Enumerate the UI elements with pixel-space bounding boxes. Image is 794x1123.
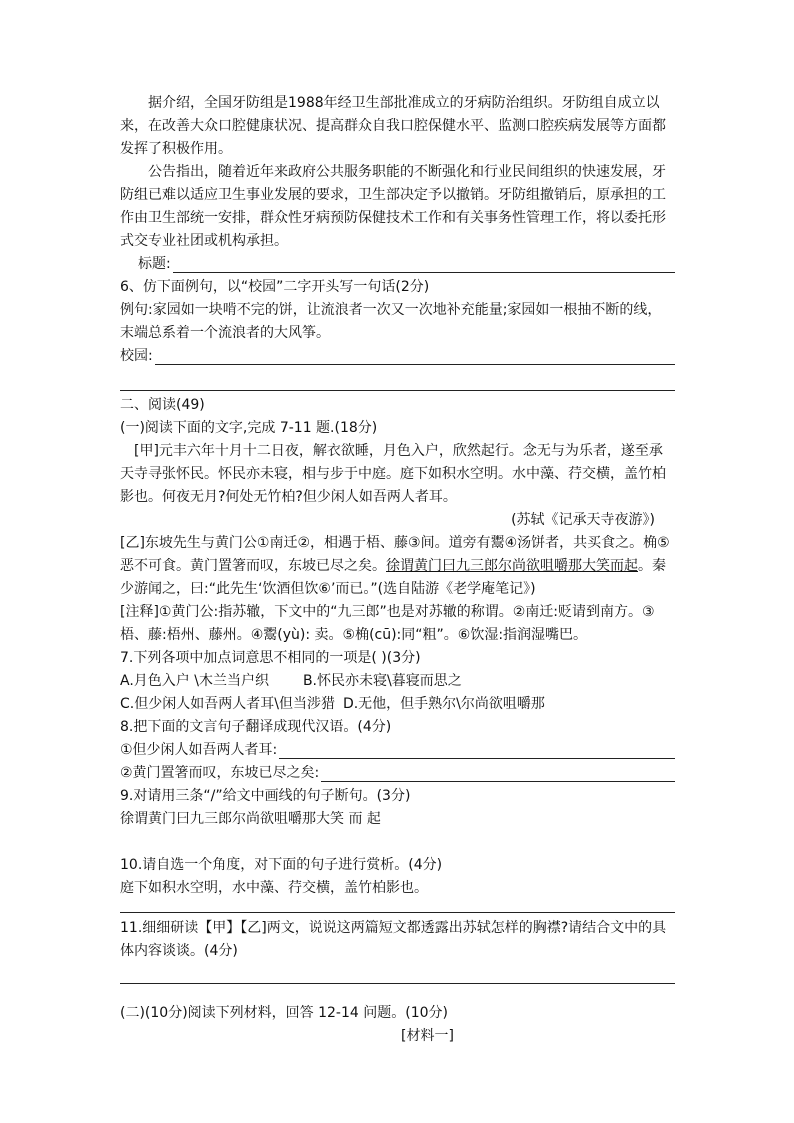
passage-jia-source: (苏轼《记承天寺夜游》): [511, 512, 655, 528]
title-answer-row: [120, 253, 675, 276]
q8-sentence-2: ②黄门置箸而叹，东坡已尽之矣:: [120, 765, 320, 781]
q11-question: 11.细细研读【甲】【乙]两文，说说这两篇短文都透露出苏轼怎样的胸襟?请结合文中的具体内容谈谈。(4分): [120, 920, 667, 959]
q7-option-c: C.但少闲人如吾两人者耳\但当涉猎: [120, 696, 335, 712]
q8-row-1: [120, 739, 675, 762]
q6-answer-row: [120, 345, 675, 368]
q9-sentence: 徐谓黄门曰九三郎尔尚欲咀嚼那大笑 而 起: [120, 811, 381, 827]
title-answer-line[interactable]: [173, 254, 675, 273]
intro-paragraph-2: 公告指出，随着近年来政府公共服务职能的不断强化和行业民间组织的快速发展，牙防组已难以适应卫生事业发展的要求，卫生部决定予以撤销。牙防组撤销后，原承担的工作由卫生部统一安排，群众性牙病预防保健技术工作和有关事务性管理工作，将以委托形式交专业社团或机构承担。: [120, 164, 666, 249]
annotations: [注释]①黄门公:指苏辙，下文中的“九三郎”也是对苏辙的称谓。②南迁:贬请到南方。③梧、藤:梧州、藤州。④鬻(yù): 卖。⑤桷(cū):同“粗”。⑥饮湿:指润湿嘴巴。: [120, 604, 655, 643]
title-label: 标题:: [138, 256, 171, 272]
document-page: [120, 92, 675, 1048]
q9-question: 9.对请用三条“/”给文中画线的句子断句。(3分): [120, 788, 411, 804]
passage-yi-text-1: [乙]东坡先生与黄门公①南迁②，相遇于梧、藤③间。道旁有鬻④汤饼者，共买食之。桷⑤恶不可食。黄门置箸而叹，东坡已尽之矣。: [120, 535, 670, 574]
part2-intro: (二)(10分)阅读下列材料，回答 12-14 问题。(10分): [120, 1005, 448, 1021]
part1-intro: (一)阅读下面的文字,完成 7-11 题.(18分): [120, 420, 378, 436]
q8-answer-line-1[interactable]: [279, 740, 675, 759]
passage-yi-text-2: 。秦少游闻之，曰:“此先生‘饮酒但饮⑥’而已。”(选自陆游《老学庵笔记》): [120, 558, 666, 597]
q8-question: 8.把下面的文言句子翻译成现代汉语。(4分): [120, 719, 392, 735]
q8-row-2: [120, 762, 675, 785]
passage-yi: [120, 532, 675, 601]
q7-options-ab: [120, 670, 675, 693]
section2-heading: 二、阅读(49): [120, 397, 205, 413]
q7-option-b: B.怀民亦未寝\暮寝而思之: [302, 673, 462, 689]
q6-question: 6、仿下面例句，以“校园”二字开头写一句话(2分): [120, 279, 430, 295]
q7-option-a: A.月色入户 \木兰当户织: [120, 673, 269, 689]
q10-question: 10.请自选一个角度，对下面的句子进行赏析。(4分): [120, 857, 443, 873]
q11-answer-line[interactable]: [120, 963, 675, 984]
q7-options-cd: [120, 693, 675, 716]
q6-answer-line-1[interactable]: [155, 346, 675, 365]
passage-jia: [甲]元丰六年十月十二日夜，解衣欲睡，月色入户，欣然起行。念无与为乐者，遂至承天寺寻张怀民。怀民亦未寝，相与步于中庭。庭下如积水空明。水中藻、荇交横，盖竹柏影也。何夜无月?何处无竹柏?但少闲人如吾两人者耳。: [120, 443, 666, 505]
q6-answer-line-2[interactable]: [120, 368, 675, 391]
passage-yi-underlined: 徐谓黄门曰九三郎尔尚欲咀嚼那大笑而起: [386, 558, 638, 574]
q7-option-d: D.无他，但手熟尔\尔尚欲咀嚼那: [342, 696, 545, 712]
q7-question: 7.下列各项中加点词意思不相同的一项是( )(3分): [120, 650, 421, 666]
q10-answer-line[interactable]: [120, 900, 675, 913]
q6-answer-label: 校园:: [120, 348, 153, 364]
q10-sentence: 庭下如积水空明，水中藻、荇交横，盖竹柏影也。: [120, 880, 428, 896]
material-1-heading: [材料一]: [401, 1028, 454, 1044]
intro-paragraph-1: 据介绍，全国牙防组是1988年经卫生部批准成立的牙病防治组织。牙防组自成立以来，在改善大众口腔健康状况、提高群众自我口腔保健水平、监测口腔疾病发展等方面都发挥了积极作用。: [120, 95, 666, 157]
q8-answer-line-2[interactable]: [321, 763, 675, 782]
q6-example: 例句:家园如一块啃不完的饼，让流浪者一次又一次地补充能量;家园如一根抽不断的线，末端总系着一个流浪者的大风筝。: [120, 302, 662, 341]
q8-sentence-1: ①但少闲人如吾两人者耳:: [120, 742, 278, 758]
